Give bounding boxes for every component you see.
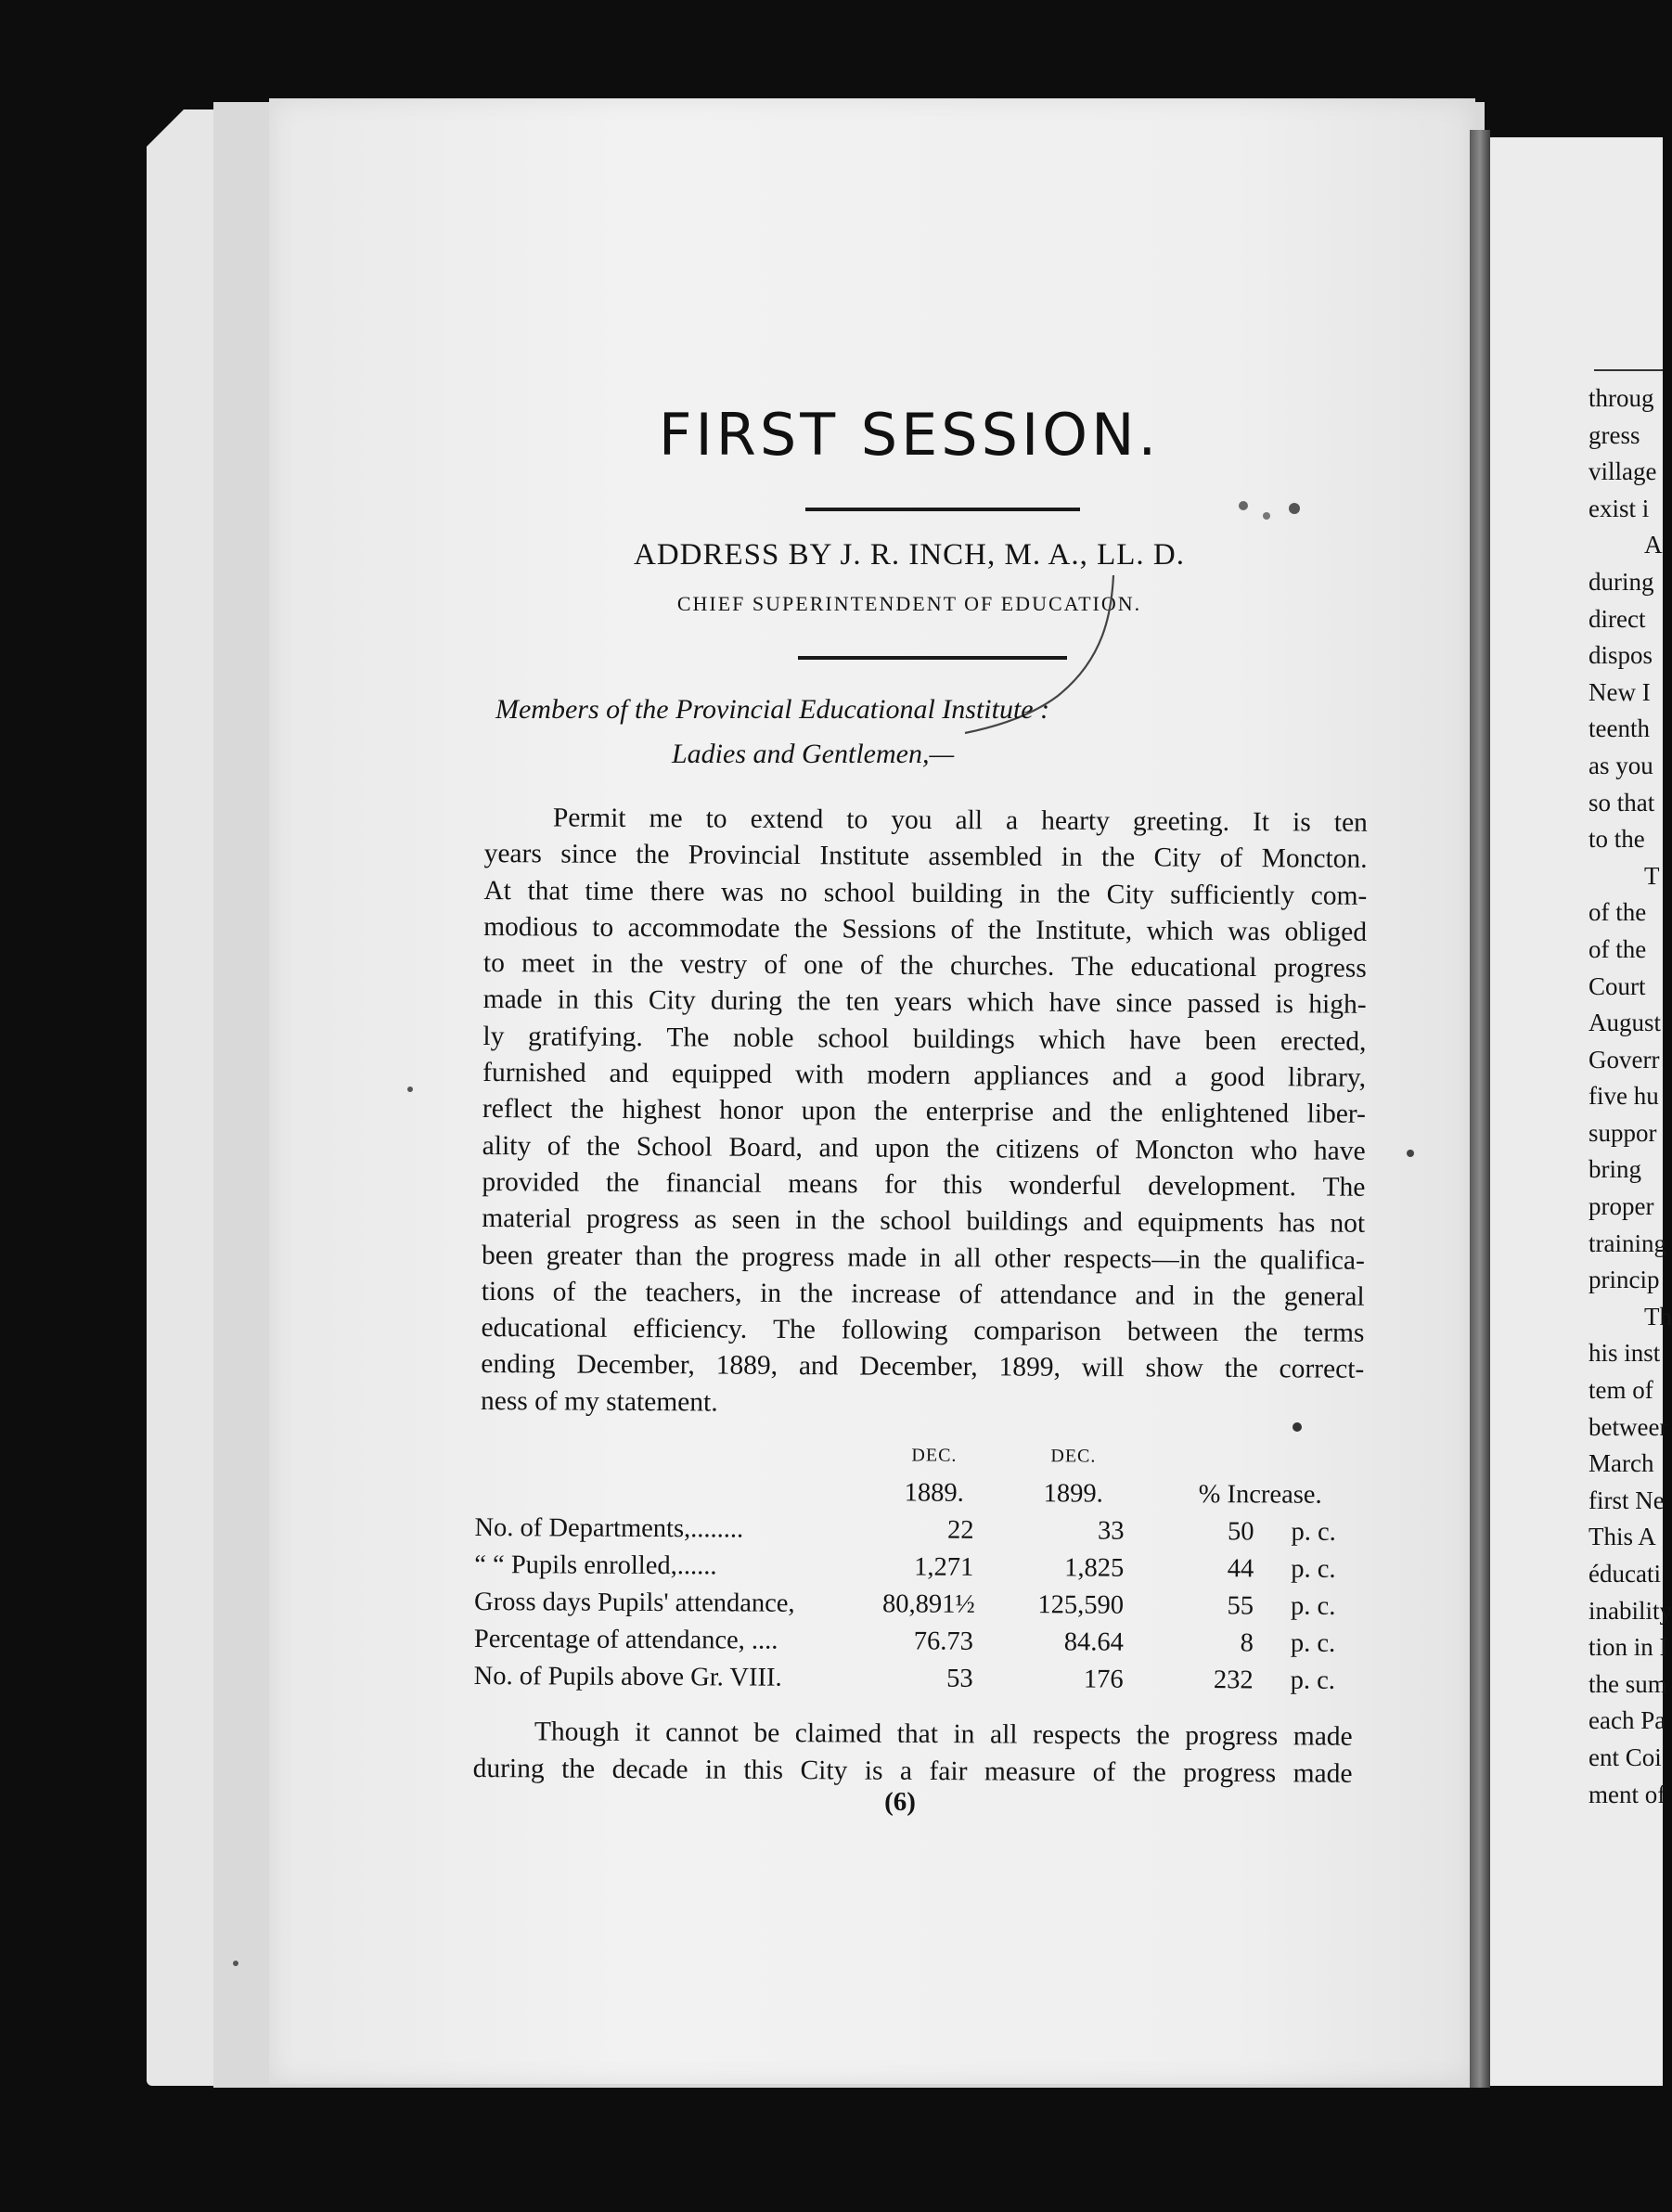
text-line: tions of the teachers, in the increase of attendance and in the general [481, 1276, 1365, 1312]
facing-page-line: suppor [1588, 1118, 1657, 1147]
facing-page-line: five hu [1588, 1082, 1659, 1111]
facing-page-line: of the [1588, 934, 1647, 963]
facing-page-line: princip [1588, 1266, 1660, 1294]
facing-page-line: ent Coi [1588, 1743, 1662, 1771]
address-heading: ADDRESS BY J. R. INCH, M. A., LL. D. [633, 538, 1185, 572]
row-label: Percentage of attendance, .... [473, 1624, 778, 1655]
facing-page-line: inability [1588, 1596, 1672, 1625]
facing-page-line: This A [1588, 1523, 1656, 1551]
increase-unit: p. c. [1291, 1554, 1336, 1584]
facing-page-line: to the [1588, 825, 1645, 854]
salutation-line: Members of the Provincial Educational Institute : [495, 694, 1050, 725]
text-line: years since the Provincial Institute assembled in the City of Moncton. [483, 839, 1368, 875]
value-1889: 76.73 [913, 1627, 973, 1656]
table-row [474, 1625, 1365, 1666]
text-line: made in this City during the ten years which have since passed is high- [482, 984, 1367, 1021]
facing-page-line: bring [1588, 1155, 1641, 1184]
row-label: No. of Pupils above Gr. VIII. [473, 1661, 782, 1692]
comparison-table [474, 1443, 1366, 1704]
increase-unit: p. c. [1291, 1591, 1336, 1621]
text-line: modious to accommodate the Sessions of the Institute, which was obliged [483, 911, 1368, 947]
facing-page-line: gress [1588, 420, 1640, 449]
facing-page-line: village [1588, 457, 1657, 486]
facing-page-line: the sum [1588, 1669, 1667, 1698]
facing-page-line: Th [1644, 1302, 1672, 1331]
value-1899: 1,825 [1064, 1553, 1125, 1583]
salutation-line: Ladies and Gentlemen,— [672, 739, 955, 769]
column-header: 1889. [904, 1478, 964, 1508]
facing-page-line: of the [1588, 898, 1647, 927]
facing-page-line: each Pa [1588, 1706, 1666, 1735]
facing-page-line: New I [1588, 677, 1651, 706]
facing-page-line: during [1588, 567, 1654, 596]
facing-page-line: August [1588, 1009, 1662, 1037]
row-label: “ “ Pupils enrolled,...... [474, 1550, 717, 1581]
value-1889: 22 [946, 1515, 974, 1545]
facing-page-line: direct [1588, 604, 1646, 633]
text-line: reflect the highest honor upon the enterprise and the enlightened liber- [482, 1094, 1367, 1130]
author-position: CHIEF SUPERINTENDENT OF EDUCATION. [676, 592, 1142, 615]
text-line: provided the financial means for this wonderful development. The [482, 1166, 1366, 1202]
value-1889: 53 [946, 1664, 973, 1693]
increase-value: 50 [1227, 1517, 1254, 1547]
facing-page-line: Court [1588, 971, 1646, 1000]
facing-page-line: exist i [1588, 494, 1650, 522]
table-header-row [475, 1476, 1366, 1518]
row-label: Gross days Pupils' attendance, [474, 1587, 795, 1618]
text-line: furnished and equipped with modern appliances and a good library, [482, 1058, 1367, 1093]
text-line: ly gratifying. The noble school buildings which have been erected, [482, 1021, 1367, 1057]
increase-unit: p. c. [1290, 1628, 1336, 1658]
text-line: At that time there was no school building in the City sufficiently com- [483, 875, 1368, 911]
increase-unit: p. c. [1290, 1665, 1336, 1695]
facing-page-line: ment of [1588, 1780, 1666, 1808]
increase-value: 8 [1240, 1628, 1254, 1658]
facing-page-text [1588, 380, 1672, 1813]
increase-unit: p. c. [1291, 1517, 1336, 1547]
page-title: FIRST SESSION. [658, 401, 1161, 469]
text-line: ality of the School Board, and upon the citizens of Moncton who have [482, 1130, 1366, 1166]
table-row [474, 1513, 1365, 1555]
facing-page-line: T [1644, 861, 1660, 890]
facing-page-line: proper [1588, 1192, 1654, 1221]
value-1889: 1,271 [914, 1552, 974, 1582]
text-line: educational efficiency. The following comparison between the terms [481, 1313, 1365, 1348]
value-1899: 125,590 [1037, 1590, 1125, 1620]
text-line: Permit me to extend to you all a hearty greeting. It is ten [552, 803, 1368, 838]
facing-page-line: first Ne [1588, 1485, 1665, 1514]
value-1899: 84.64 [1063, 1627, 1124, 1657]
facing-page-line: throug [1588, 384, 1654, 412]
value-1899: 33 [1097, 1516, 1125, 1546]
facing-page-line: training [1588, 1228, 1666, 1257]
page-number: (6) [884, 1787, 916, 1817]
text-line: Though it cannot be claimed that in all respects the progress made [534, 1717, 1353, 1752]
book-gutter [1470, 130, 1490, 2088]
facing-page-line: so that [1588, 788, 1655, 817]
value-1899: 176 [1083, 1665, 1124, 1694]
column-header: DEC. [1050, 1446, 1097, 1467]
facing-page-line: dispos [1588, 641, 1653, 670]
text-line: ending December, 1889, and December, 1899, will show the correct- [481, 1349, 1365, 1385]
text-line: ness of my statement. [480, 1385, 718, 1418]
facing-page-line: March [1588, 1449, 1654, 1478]
facing-page-line: A [1644, 531, 1663, 559]
facing-page-line: his inst [1588, 1339, 1661, 1368]
facing-page-line: teenth [1588, 714, 1650, 743]
column-header: % Increase. [1198, 1480, 1322, 1510]
increase-value: 55 [1227, 1591, 1254, 1621]
increase-value: 232 [1213, 1665, 1254, 1695]
facing-page-line: betweer [1588, 1412, 1668, 1441]
text-line: been greater than the progress made in all other respects—in the qualifica- [481, 1240, 1365, 1276]
table-row [474, 1588, 1365, 1629]
table-row [474, 1662, 1365, 1704]
facing-page-line: tem of [1588, 1376, 1653, 1405]
row-label: No. of Departments,........ [474, 1512, 744, 1544]
text-line: material progress as seen in the school buildings and equipments has not [482, 1203, 1366, 1240]
text-line: to meet in the vestry of one of the churches. The educational progress [482, 948, 1367, 984]
table-header-row [475, 1443, 1366, 1481]
value-1889: 80,891½ [882, 1589, 975, 1619]
facing-page-line: éducati [1588, 1560, 1661, 1588]
closing-paragraph [473, 1713, 1353, 1793]
facing-page-line: Goverr [1588, 1045, 1660, 1074]
text-line: during the decade in this City is a fair measure of the progress made [472, 1753, 1353, 1789]
table-row [474, 1550, 1365, 1592]
facing-page-rule [1594, 369, 1663, 371]
title-divider [805, 508, 1080, 511]
facing-page-line: tion in I [1588, 1633, 1668, 1662]
column-header: 1899. [1043, 1479, 1103, 1509]
increase-value: 44 [1227, 1554, 1254, 1584]
facing-page-line: as you [1588, 751, 1653, 779]
body-paragraph [481, 800, 1368, 1425]
column-header: DEC. [911, 1445, 958, 1466]
